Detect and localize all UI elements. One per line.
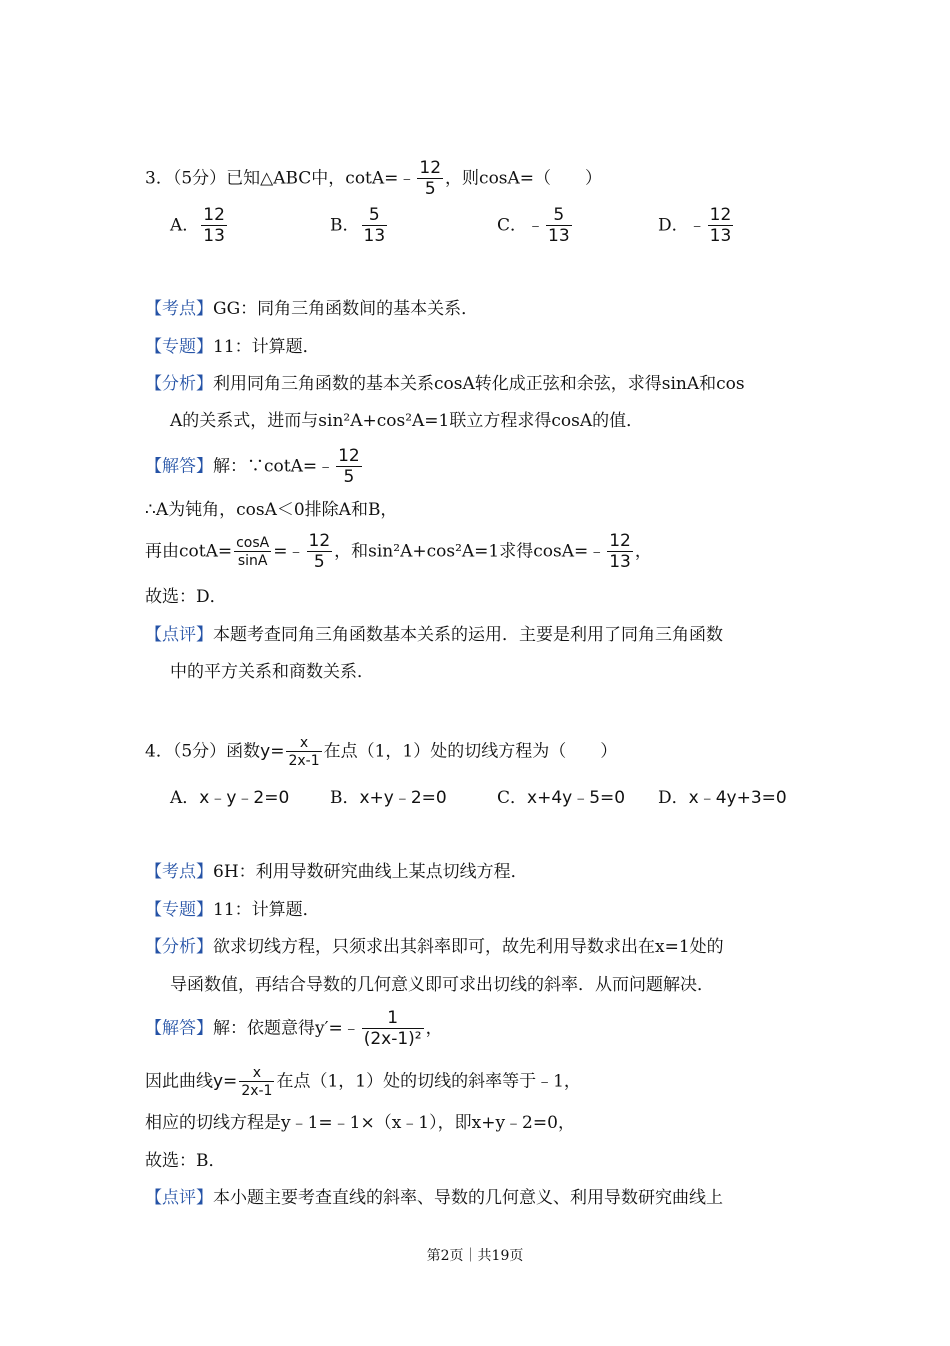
option-sign: ﹣ (527, 215, 545, 236)
cos-sin-fraction (234, 536, 271, 568)
q4-jieda-line3: 相应的切线方程是y﹣1=﹣1×（x﹣1），即x+y﹣2=0， (145, 1113, 575, 1133)
option-text: x+y﹣2=0 (359, 788, 447, 808)
fraction-denominator: 5 (336, 466, 362, 486)
q4-stem-fraction (286, 736, 321, 768)
q3-dianping (145, 624, 723, 646)
fraction-denominator: 5 (307, 551, 333, 571)
option-sign: ﹣ (688, 215, 706, 236)
option-fraction (708, 207, 734, 245)
q3-jieda-line2: ∴A为钝角，cosA＜0排除A和B， (145, 500, 398, 520)
section-tag: 【考点】 (145, 299, 213, 319)
q3-option-b (330, 207, 389, 245)
q4-stem (145, 736, 617, 768)
option-label: A． (170, 215, 200, 236)
line-text: ，和sin²A+cos²A=1求得cosA=﹣ (334, 541, 606, 562)
section-tag: 【解答】 (145, 1018, 213, 1039)
q4-option-c (497, 787, 625, 809)
section-text: 解：∵cotA=﹣ (213, 456, 335, 477)
q3-option-d (658, 207, 735, 245)
page-footer: 第2页｜共19页 (426, 1248, 524, 1264)
fraction-numerator: 12 (419, 158, 442, 178)
q4-option-a (170, 787, 289, 809)
q4-fenxi-cont: 导函数值，再结合导数的几何意义即可求出切线的斜率．从而问题解决． (170, 975, 714, 995)
fraction-denominator: 2x-1 (288, 753, 320, 769)
section-text: 11：计算题． (213, 900, 320, 920)
q4-option-b (330, 787, 447, 809)
q3-zhuanti (145, 336, 320, 358)
q3-stem-fraction (417, 160, 443, 198)
option-fraction (201, 207, 227, 245)
fraction-denominator: sinA (234, 551, 271, 568)
line-text: 因此曲线 (145, 1071, 213, 1092)
option-label: D． (658, 215, 689, 236)
q4-fenxi (145, 936, 724, 958)
q3-fenxi-cont: A的关系式，进而与sin²A+cos²A=1联立方程求得cosA的值． (170, 411, 644, 431)
q3-stem-post: ，则cosA=（ ） (445, 168, 603, 189)
q4-zhuanti (145, 899, 320, 921)
function-fraction (239, 1066, 274, 1098)
section-text: 本小题主要考查直线的斜率、导数的几何意义、利用导数研究曲线上 (213, 1188, 723, 1208)
section-text: 利用同角三角函数的基本关系cosA转化成正弦和余弦，求得sinA和cos (213, 374, 745, 394)
line-text: =﹣ (273, 541, 305, 562)
section-tag: 【解答】 (145, 456, 213, 477)
fraction-numerator: 12 (709, 205, 732, 225)
section-tag: 【专题】 (145, 337, 213, 357)
answer-fraction (336, 448, 362, 486)
section-text: 6H：利用导数研究曲线上某点切线方程． (213, 862, 528, 882)
fraction-denominator: 13 (548, 226, 570, 246)
option-text: x﹣y﹣2=0 (199, 788, 290, 808)
fraction-denominator: 13 (609, 552, 631, 572)
fraction-numerator: 5 (368, 205, 380, 225)
q4-jieda (145, 1010, 443, 1048)
option-fraction (362, 207, 388, 245)
fraction-denominator: 13 (363, 226, 386, 246)
option-label: C． (497, 215, 528, 236)
q3-option-c (497, 207, 574, 245)
section-text: 欲求切线方程，只须求出其斜率即可，故先利用导数求出在x=1处的 (213, 937, 724, 957)
fraction-denominator: (2x-1)² (363, 1029, 422, 1049)
fraction-denominator: 13 (203, 226, 225, 246)
q3-kaodian (145, 298, 478, 320)
option-label: B． (330, 788, 360, 808)
section-tag: 【专题】 (145, 900, 213, 920)
fraction-numerator: cosA (236, 535, 270, 551)
q4-guxuan: 故选：B． (145, 1151, 226, 1171)
section-tag: 【点评】 (145, 625, 213, 645)
fraction-numerator: 5 (553, 205, 565, 225)
q4-option-d (658, 787, 787, 809)
fraction-numerator: x (299, 735, 309, 751)
fraction-denominator: 13 (709, 226, 732, 246)
q3-jieda (145, 448, 364, 486)
line-text: 在点（1，1）处的切线的斜率等于﹣1， (276, 1071, 581, 1092)
section-tag: 【考点】 (145, 862, 213, 882)
fraction-numerator: 1 (387, 1008, 399, 1028)
q4-kaodian (145, 861, 528, 883)
option-label: B． (330, 215, 360, 236)
q4-stem-post: 在点（1，1）处的切线方程为（ ） (323, 741, 618, 762)
q3-jieda-line3 (145, 533, 652, 571)
section-text: 解：依题意得y′=﹣ (213, 1018, 360, 1039)
fraction-denominator: 5 (417, 178, 443, 198)
option-label: C． (497, 788, 528, 808)
fraction-numerator: 12 (609, 531, 631, 551)
line-y: y= (213, 1071, 238, 1092)
section-tag: 【分析】 (145, 374, 213, 394)
option-fraction (546, 207, 572, 245)
q4-stem-y: y= (260, 741, 285, 762)
section-text: ， (425, 1018, 443, 1039)
q3-option-a (170, 207, 229, 245)
q4-dianping (145, 1187, 723, 1209)
q4-jieda-line2 (145, 1066, 581, 1098)
fraction-numerator: 12 (338, 446, 360, 466)
option-label: D． (658, 788, 689, 808)
fraction-numerator: 12 (203, 205, 225, 225)
q3-fenxi (145, 373, 745, 395)
q3-guxuan: 故选：D． (145, 587, 227, 607)
section-text: 11：计算题． (213, 337, 320, 357)
q3-stem-pre: 3．（5分）已知△ABC中，cotA=﹣ (145, 168, 416, 189)
section-text: 本题考查同角三角函数基本关系的运用．主要是利用了同角三角函数 (213, 625, 723, 645)
option-label: A． (170, 788, 200, 808)
q4-stem-pre: 4．（5分）函数 (145, 741, 261, 762)
section-tag: 【点评】 (145, 1188, 213, 1208)
fraction-numerator: x (252, 1065, 262, 1081)
line-text: ， (634, 541, 652, 562)
answer-fraction (607, 533, 633, 571)
fraction-numerator: 12 (308, 531, 331, 551)
answer-fraction (307, 533, 333, 571)
q3-dianping-cont: 中的平方关系和商数关系． (170, 662, 374, 682)
option-text: x+4y﹣5=0 (527, 788, 626, 808)
derivative-fraction (362, 1010, 424, 1048)
line-text: 再由cotA= (145, 541, 233, 562)
option-text: x﹣4y+3=0 (688, 788, 787, 808)
fraction-denominator: 2x-1 (241, 1083, 273, 1099)
section-text: GG：同角三角函数间的基本关系． (213, 299, 479, 319)
section-tag: 【分析】 (145, 937, 213, 957)
q3-stem (145, 160, 602, 198)
